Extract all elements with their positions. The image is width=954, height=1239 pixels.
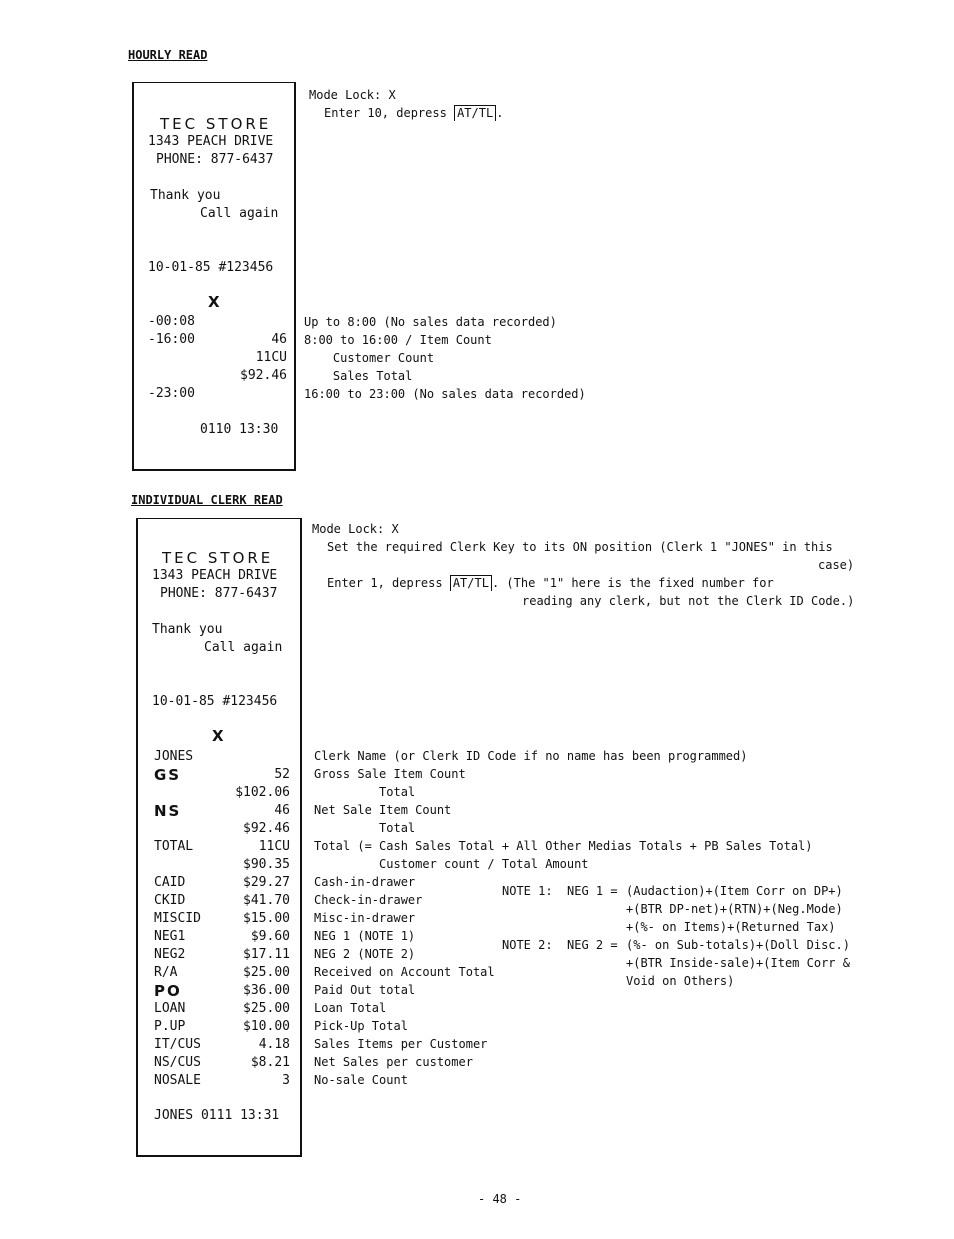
clerk-read-heading: INDIVIDUAL CLERK READ (131, 493, 283, 507)
hourly-receipt (132, 82, 296, 471)
receipt-store-name: TEC STORE (162, 549, 274, 567)
receipt-row-label: CKID (154, 893, 186, 908)
receipt-row-label: NS/CUS (154, 1055, 201, 1070)
receipt-footer: JONES 0111 13:31 (154, 1108, 280, 1123)
receipt-row-value: $29.27 (243, 875, 290, 890)
receipt-row-label: -23:00 (148, 386, 195, 401)
receipt-address: 1343 PEACH DRIVE (152, 568, 278, 583)
receipt-row-value: 4.18 (258, 1037, 290, 1052)
receipt-row-value: $92.46 (240, 368, 287, 383)
note-label: NOTE 1: (502, 884, 553, 898)
receipt-call-again: Call again (200, 206, 279, 221)
enter-instruction: Enter 10, depress (324, 106, 447, 120)
description-line: Received on Account Total (314, 965, 495, 979)
description-line: 8:00 to 16:00 / Item Count (304, 333, 492, 347)
receipt-row-label: CAID (154, 875, 186, 890)
receipt-row-value: $36.00 (243, 983, 290, 998)
description-line: Clerk Name (or Clerk ID Code if no name has been programmed) (314, 749, 748, 763)
enter-suffix: . (The "1" here is the fixed number for (491, 576, 774, 590)
receipt-row-value: $9.60 (250, 929, 290, 944)
at-tl-key: AT/TL (450, 575, 492, 591)
receipt-row-label: P.UP (154, 1019, 186, 1034)
receipt-store-name: TEC STORE (160, 115, 272, 133)
receipt-row-label: LOAN (154, 1001, 186, 1016)
description-line: Total (= Cash Sales Total + All Other Medias Totals + PB Sales Total) (314, 839, 813, 853)
description-line: No-sale Count (314, 1073, 408, 1087)
receipt-row-value: $15.00 (243, 911, 290, 926)
note-line: (%- on Sub-totals)+(Doll Disc.) (626, 938, 850, 952)
note-label: NOTE 2: (502, 938, 553, 952)
receipt-row-value: 52 (274, 767, 290, 782)
description-line: NEG 1 (NOTE 1) (314, 929, 416, 943)
note-line: +(BTR Inside-sale)+(Item Corr & (626, 956, 850, 970)
note-neg-label: NEG 2 = (567, 938, 618, 952)
receipt-row-value: $41.70 (243, 893, 290, 908)
description-line: Misc-in-drawer (314, 911, 416, 925)
receipt-row-value: $17.11 (243, 947, 290, 962)
receipt-row-value: $10.00 (243, 1019, 290, 1034)
receipt-row-label: NEG1 (154, 929, 186, 944)
receipt-row-label: NOSALE (154, 1073, 201, 1088)
receipt-row-label: NS (154, 802, 182, 820)
receipt-row-label: NEG2 (154, 947, 186, 962)
description-line: Loan Total (314, 1001, 387, 1015)
receipt-address: 1343 PEACH DRIVE (148, 134, 274, 149)
receipt-thanks: Thank you (150, 188, 221, 203)
description-line: Sales Items per Customer (314, 1037, 488, 1051)
page-number: - 48 - (478, 1192, 522, 1206)
description-line: Customer count / Total Amount (314, 857, 589, 871)
clerk-enter-line (327, 574, 774, 592)
description-line: Total (314, 785, 416, 799)
receipt-row-label: TOTAL (154, 839, 194, 854)
receipt-row-label: R/A (154, 965, 178, 980)
note-line: +(BTR DP-net)+(RTN)+(Neg.Mode) (626, 902, 843, 916)
note-line: Void on Others) (626, 974, 735, 988)
clerk-mode-lock: Mode Lock: X (312, 522, 399, 536)
enter-instruction: Enter 1, depress (327, 576, 443, 590)
description-line: Gross Sale Item Count (314, 767, 466, 781)
receipt-phone: PHONE: 877-6437 (156, 152, 274, 167)
receipt-thanks: Thank you (152, 622, 223, 637)
receipt-row-label: GS (154, 766, 182, 784)
description-line: NEG 2 (NOTE 2) (314, 947, 416, 961)
description-line: Total (314, 821, 416, 835)
receipt-row-label: PO (154, 982, 182, 1000)
receipt-mode-mark: X (212, 727, 224, 745)
clerk-enter-line-2: reading any clerk, but not the Clerk ID Code.) (522, 594, 855, 608)
receipt-row-value: $102.06 (235, 785, 290, 800)
description-line: 16:00 to 23:00 (No sales data recorded) (304, 387, 586, 401)
receipt-row-value: 46 (274, 803, 290, 818)
receipt-row-value: 46 (271, 332, 287, 347)
description-line: Cash-in-drawer (314, 875, 416, 889)
description-line: Sales Total (304, 369, 413, 383)
receipt-row-value: $92.46 (243, 821, 290, 836)
receipt-row-value: $90.35 (243, 857, 290, 872)
clerk-set-line-end: case) (818, 558, 855, 572)
enter-suffix: . (496, 106, 504, 120)
receipt-row-value: 11CU (258, 839, 290, 854)
clerk-receipt (136, 518, 302, 1157)
receipt-row-value: $8.21 (250, 1055, 290, 1070)
receipt-row-label: JONES (154, 749, 194, 764)
clerk-set-line: Set the required Clerk Key to its ON position (Clerk 1 "JONES" in this (327, 540, 833, 554)
receipt-row-value: 3 (282, 1073, 290, 1088)
receipt-footer: 0110 13:30 (200, 422, 279, 437)
receipt-row-label: -00:08 (148, 314, 195, 329)
receipt-row-label: -16:00 (148, 332, 195, 347)
note-neg-label: NEG 1 = (567, 884, 618, 898)
receipt-row-label: IT/CUS (154, 1037, 201, 1052)
receipt-call-again: Call again (204, 640, 283, 655)
note-line: (Audaction)+(Item Corr on DP+) (626, 884, 843, 898)
description-line: Customer Count (304, 351, 435, 365)
hourly-enter-line (324, 104, 503, 122)
receipt-row-label: MISCID (154, 911, 201, 926)
receipt-phone: PHONE: 877-6437 (160, 586, 278, 601)
receipt-row-value: 11CU (255, 350, 287, 365)
receipt-date-line: 10-01-85 #123456 (148, 260, 274, 275)
note-line: +(%- on Items)+(Returned Tax) (626, 920, 836, 934)
at-tl-key: AT/TL (454, 105, 496, 121)
receipt-row-value: $25.00 (243, 1001, 290, 1016)
description-line: Paid Out total (314, 983, 416, 997)
receipt-date-line: 10-01-85 #123456 (152, 694, 278, 709)
description-line: Net Sales per customer (314, 1055, 473, 1069)
description-line: Net Sale Item Count (314, 803, 452, 817)
description-line: Up to 8:00 (No sales data recorded) (304, 315, 557, 329)
receipt-mode-mark: X (208, 293, 220, 311)
receipt-row-value: $25.00 (243, 965, 290, 980)
hourly-mode-lock: Mode Lock: X (309, 88, 396, 102)
hourly-read-heading: HOURLY READ (128, 48, 208, 62)
description-line: Pick-Up Total (314, 1019, 408, 1033)
description-line: Check-in-drawer (314, 893, 423, 907)
